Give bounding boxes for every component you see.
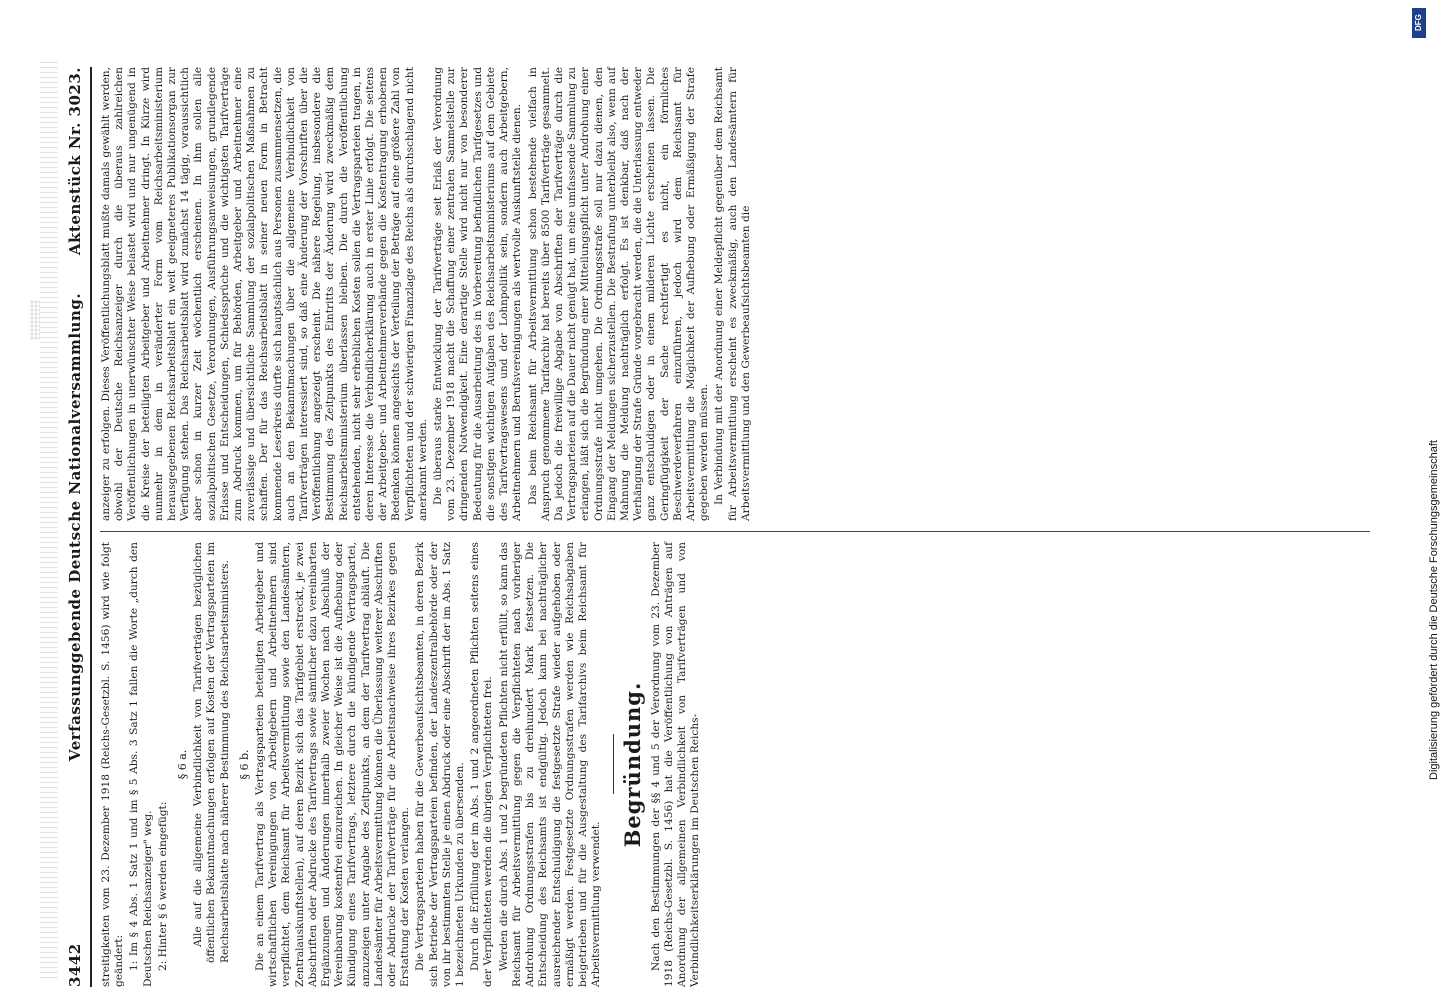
scanned-page: [60, 67, 1370, 987]
section-text-6a: Alle auf die allgemeine Verbindlichkeit von Tarifverträgen bezüglichen öffentlichen Bekanntmachungen erfolgen auf Kosten der Vertragsparteien im Reichsarbeitsblatte nach näherer Bestimmung des Reichsarbeitsministers.: [192, 542, 231, 963]
paragraph: Die an einem Tarifvertrag als Vertragsparteien beteiligten Arbeitgeber und wirtschaftlichen Vereinigungen von Arbeitgebern und Arbeitnehmern sind verpflichtet, dem Reichsamt für Arbeitsvermittlung sowie den Landesämtern, Zentralauskunftstellen), auf deren Bezirk sich das Tarifgebiet erstreckt, je zwei Abschriften oder Abdrucke des Tarifvertrags sowie sämtlicher dazu vereinbarten Ergänzungen und Änderungen innerhalb zweier Wochen nach Abschluß der Vereinbarung kostenfrei einzureichen. In gleicher Weise ist die Aufhebung oder Kündigung eines Tarifvertrags, letztere durch die kündigende Vertragspartei, anzuzeigen unter Angabe des Zeitpunkts, an dem der Tarifvertrag abläuft. Die Landesämter für Arbeitsvermittlung können die Überlassung weiterer Abschriften oder Abdrucke der Tarifverträge für die Arbeitsnachweise ihres Bezirkes gegen Erstattung der Kosten verlangen.: [254, 542, 412, 987]
page-edge-shadow: [40, 58, 58, 978]
paragraph: 1: Im § 4 Abs. 1 Satz 1 und im § 5 Abs. 3 Satz 1 fallen die Worte „durch den Deutschen Reichsanzeiger" weg.: [128, 542, 154, 987]
paragraph: Werden die durch Abs. 1 und 2 begründeten Pflichten nicht erfüllt, so kann das Reichsamt für Arbeitsvermittlung gegen die Verpflichteten nach vorheriger Androhung Ordnungsstrafen bis zu dreihundert Mark festsetzen. Die Entscheidung des Reichsamts ist endgültig. Jedoch kann bei nachträglicher ausreichender Entschuldigung die festgesetzte Strafe wieder aufgehoben oder ermäßigt werden. Festgesetzte Ordnungsstrafen werden wie Reichsabgaben beigetrieben und für die Ausgestaltung des Tarifarchivs beim Reichsamt für Arbeitsvermittlung verwendet.: [497, 542, 603, 987]
left-column: [100, 542, 1370, 987]
page-header: [60, 67, 92, 987]
paragraph: Das beim Reichsamt für Arbeitsvermittlung schon bestehende vielfach in Anspruch genommene Tarifarchiv hat bereits über 8500 Tarifverträge gesammelt. Da jedoch die freiwillige Abgabe von Abschriften der Tarifverträge durch die Vertragsparteien auf die Dauer nicht genügt hat, um eine umfassende Sammlung zu erlangen, läßt sich die Begründung einer Mitteilungspflicht unter Androhung einer Ordnungsstrafe nicht umgehen. Die Ordnungsstrafe soll nur dazu dienen, den Eingang der Meldungen sicherzustellen. Die Bestrafung unterbleibt also, wenn auf Mahnung die Meldung nachträglich erfolgt. Es ist denkbar, daß nach der Verhängung der Strafe Gründe vorgebracht werden, die die Unterlassung entweder ganz entschuldigen oder in einem milderen Lichte erscheinen lassen. Die Geringfügigkeit der Sache rechtfertigt es nicht, ein förmliches Beschwerdeverfahren einzuführen, jedoch wird dem Reichsamt für Arbeitsvermittlung die Möglichkeit der Aufhebung oder Ermäßigung der Strafe gegeben werden müssen.: [526, 67, 711, 521]
column-divider: [100, 531, 1370, 532]
section-heading: Begründung.: [620, 681, 646, 848]
document-number: Aktenstück Nr. 3023.: [66, 67, 84, 256]
paragraph: streitigkeiten vom 23. Dezember 1918 (Reichs-Gesetzbl. S. 1456) wird wie folgt geändert:: [100, 542, 126, 987]
page-title: Verfassunggebende Deutsche Nationalversammlung.: [66, 292, 84, 762]
paragraph: 2: Hinter § 6 werden eingefügt:: [156, 801, 169, 971]
paragraph: anzeiger zu erfolgen. Dieses Veröffentlichungsblatt mußte damals gewählt werden, obwohl der Deutsche Reichsanzeiger durch die überaus zahlreichen Veröffentlichungen in unerwünschter Weise belastet wird und nur ungenügend in die Kreise der beteiligten Arbeitgeber und Arbeitnehmer dringt. In Kürze wird nunmehr in dem in veränderter Form vom Reichsarbeitsministerium herausgegebenen Reichsarbeitsblatt ein weit geeigneteres Publikationsorgan zur Verfügung stehen. Das Reichsarbeitsblatt wird zunächst 14 tägig, voraussichtlich aber schon in kurzer Zeit wöchentlich erscheinen. In ihm sollen alle sozialpolitischen Gesetze, Verordnungen, Ausführungsanweisungen, grundlegende Erlasse und Entscheidungen, Schiedssprüche und die wichtigsten Tarifverträge zum Abdruck kommen, um für Behörden, Arbeitgeber und Arbeitnehmer eine zuverlässige und übersichtliche Sammlung der sozialpolitischen Maßnahmen zu schaffen. Der für das Reichsarbeitsblatt in seiner neuen Form in Betracht kommende Leserkreis dürfte sich hauptsächlich aus Personen zusammensetzen, die auch an den Bekanntmachungen über die allgemeine Verbindlichkeit von Tarifverträgen interessiert sind, so daß eine Änderung der Vorschriften über die Veröffentlichung angezeigt erscheint. Die nähere Regelung, insbesondere die Bestimmung des Zeitpunkts des Eintritts der Änderung wird zweckmäßig dem Reichsarbeitsministerium überlassen bleiben. Die durch die Veröffentlichung entstehenden, nicht sehr erheblichen Kosten sollen die Vertragsparteien tragen, in deren Interesse die Verbindlicherklärung auch in erster Linie erfolgt. Die seitens der Arbeitgeber- und Arbeitnehmerverbände gegen die Kostentragung erhobenen Bedenken können angesichts der Verteilung der Beträge auf eine größere Zahl von Verpflichteten und der schwierigen Finanzlage des Reichs als durchschlagend nicht anerkannt werden.: [100, 67, 429, 521]
paragraph: Nach den Bestimmungen der §§ 4 und 5 der Verordnung vom 23. Dezember 1918 (Reichs-Gesetzbl. S. 1456) hat die Veröffentlichung von Anträgen auf Anordnung der allgemeinen Verbindlichkeit von Tarifverträgen und von Verbindlichkeitserklärungen im Deutschen Reichs-: [649, 542, 702, 987]
page-number: 3442: [66, 943, 84, 987]
paragraph: Die Vertragsparteien haben für die Gewerbeaufsichtsbeamten, in deren Bezirk sich Betriebe der Vertragsparteien befinden, der Landeszentralbehörde oder der von ihr bestimmten Stelle je einen Abdruck oder eine Abschrift der im Abs. 1 Satz 1 bezeichneten Urkunden zu übersenden.: [414, 542, 467, 987]
right-column: [100, 67, 1370, 521]
paragraph: Durch die Erfüllung der im Abs. 1 und 2 angeordneten Pflichten seitens eines der Verpflichteten werden die übrigen Verpflichteten frei.: [469, 542, 495, 987]
dfg-logo: DFG: [1412, 8, 1426, 38]
digitization-note: Digitalisierung gefördert durch die Deutsche Forschungsgemeinschaft: [1428, 440, 1440, 780]
section-title-6a: § 6 a.: [176, 749, 190, 780]
paragraph: Die überaus starke Entwicklung der Tarifverträge seit Erlaß der Verordnung vom 23. Dezember 1918 macht die Schaffung einer zentralen Sammelstelle zur dringenden Notwendigkeit. Eine derartige Stelle wird nicht nur von besonderer Bedeutung für die Ausarbeitung des in Vorbereitung befindlichen Tarifgesetzes und die sonstigen wichtigen Aufgaben des Reichsarbeitsministeriums auf dem Gebiete des Tarifvertragswesens und der Lohnpolitik sein, sondern auch Arbeitgebern, Arbeitnehmern und Berufsvereinigungen als wertvolle Auskunftstelle dienen.: [432, 67, 524, 521]
paragraph: In Verbindung mit der Anordnung einer Meldepflicht gegenüber dem Reichsamt für Arbeitsvermittlung erscheint es zweckmäßig, auch den Landesämtern für Arbeitsvermittlung und den Gewerbeaufsichtsbeamten die: [713, 67, 752, 521]
section-title-6b: § 6 b.: [237, 749, 251, 780]
divider-rule: [613, 735, 614, 795]
scan-speckle: [30, 300, 40, 340]
